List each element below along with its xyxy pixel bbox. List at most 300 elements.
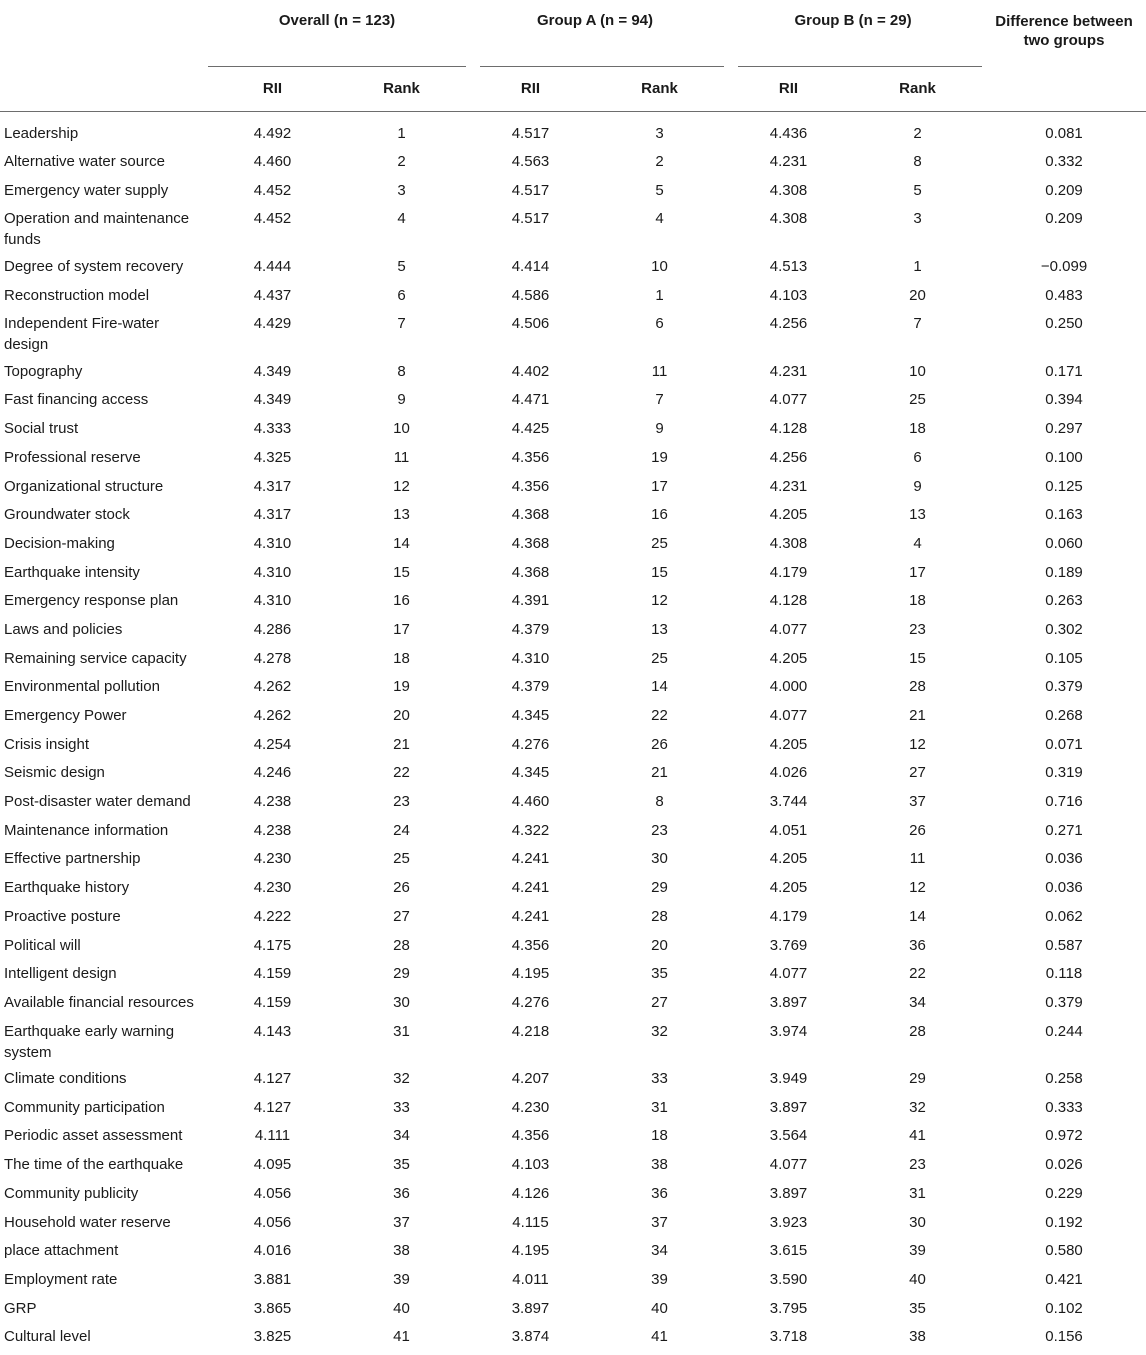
group-a-rii-cell: 4.345 xyxy=(511,764,550,782)
table-row xyxy=(0,1021,1146,1069)
group-a-rank-cell: 12 xyxy=(651,592,668,610)
overall-rii-cell: 4.175 xyxy=(253,936,292,954)
group-b-rank-cell: 9 xyxy=(913,477,922,495)
table-row xyxy=(0,820,1146,849)
group-b-rank-cell: 35 xyxy=(909,1299,926,1317)
overall-rank-cell: 4 xyxy=(397,210,406,228)
overall-rank-cell: 11 xyxy=(393,448,410,466)
group-b-rii-cell: 4.179 xyxy=(769,907,808,925)
factor-cell: Maintenance information xyxy=(4,821,169,839)
difference-cell: 0.332 xyxy=(1045,153,1083,170)
table-row xyxy=(0,734,1146,763)
group-b-rii-cell: 4.308 xyxy=(769,210,808,228)
factor-cell: Political will xyxy=(4,936,81,954)
difference-cell: 0.036 xyxy=(1045,879,1083,897)
group-a-rii-cell: 4.218 xyxy=(511,1022,550,1040)
table-row xyxy=(0,1154,1146,1183)
difference-cell: 0.250 xyxy=(1045,315,1083,333)
group-b-rank-cell: 13 xyxy=(909,506,926,524)
group-b-rank-cell: 23 xyxy=(909,620,926,638)
factor-cell: Household water reserve xyxy=(4,1213,171,1231)
overall-rank-cell: 33 xyxy=(393,1098,410,1116)
overall-rank-cell: 15 xyxy=(393,563,410,581)
difference-cell: 0.209 xyxy=(1045,210,1083,228)
overall-rank-cell: 1 xyxy=(397,125,406,142)
group-b-rank-cell: 6 xyxy=(913,448,922,466)
group-b-rii-cell: 4.205 xyxy=(769,506,808,524)
factor-cell: Operation and maintenance funds xyxy=(4,210,190,249)
factor-cell: Effective partnership xyxy=(4,850,141,868)
overall-rii-header: RII xyxy=(262,80,283,97)
overall-rank-cell: 39 xyxy=(393,1270,410,1288)
overall-rii-cell: 4.262 xyxy=(253,678,292,696)
group-b-rii-cell: 4.026 xyxy=(769,764,808,782)
group-a-rank-cell: 17 xyxy=(651,477,668,495)
group-b-rank-cell: 29 xyxy=(909,1070,926,1088)
factor-cell: Environmental pollution xyxy=(4,678,160,696)
group-b-rank-cell: 37 xyxy=(909,793,926,811)
overall-rank-cell: 36 xyxy=(393,1184,410,1202)
overall-rii-cell: 4.317 xyxy=(253,477,292,495)
group-a-rii-cell: 4.310 xyxy=(511,649,550,667)
group-a-rii-cell: 4.011 xyxy=(512,1270,549,1288)
factor-cell: Independent Fire-water design xyxy=(4,315,160,354)
factor-cell: Groundwater stock xyxy=(4,506,130,524)
group-a-rii-cell: 4.195 xyxy=(511,965,550,983)
group-b-rii-cell: 3.795 xyxy=(769,1299,808,1317)
group-a-rank-cell: 29 xyxy=(651,879,668,897)
group-b-rank-cell: 11 xyxy=(909,850,926,868)
group-a-rank-cell: 13 xyxy=(651,620,668,638)
factor-cell: Seismic design xyxy=(4,764,105,782)
group-b-rii-cell: 4.205 xyxy=(769,735,808,753)
overall-rii-cell: 4.444 xyxy=(253,257,292,275)
table-body xyxy=(0,112,1146,1355)
factor-cell: Leadership xyxy=(4,125,79,142)
group-b-rank-cell: 28 xyxy=(909,678,926,696)
group-b-rii-cell: 4.231 xyxy=(769,153,808,170)
group-b-rank-cell: 41 xyxy=(909,1127,926,1145)
group-b-rank-cell: 31 xyxy=(909,1184,926,1202)
difference-cell: 0.026 xyxy=(1045,1156,1083,1174)
overall-rii-cell: 4.262 xyxy=(253,707,292,724)
group-b-rank-cell: 28 xyxy=(909,1022,926,1040)
table-row xyxy=(0,791,1146,820)
group-b-rii-cell: 4.436 xyxy=(769,125,808,142)
overall-rank-cell: 12 xyxy=(393,477,410,495)
group-a-rii-cell: 4.345 xyxy=(511,707,550,724)
factor-cell: Earthquake intensity xyxy=(4,563,140,581)
factor-cell: Climate conditions xyxy=(4,1070,127,1088)
group-b-rii-cell: 4.077 xyxy=(769,965,808,983)
table-row xyxy=(0,151,1146,180)
overall-rank-header: Rank xyxy=(383,80,420,97)
group-b-rii-cell: 4.077 xyxy=(769,620,808,638)
factor-cell: Topography xyxy=(4,362,83,380)
difference-cell: 0.192 xyxy=(1045,1213,1083,1231)
difference-cell: 0.302 xyxy=(1045,620,1083,638)
table-row xyxy=(0,1269,1146,1298)
group-a-rank-cell: 9 xyxy=(655,420,664,438)
group-b-rii-cell: 4.205 xyxy=(769,649,808,667)
overall-rii-cell: 4.452 xyxy=(253,181,292,199)
group-a-rii-cell: 4.368 xyxy=(511,563,550,581)
group-a-rii-cell: 4.460 xyxy=(511,793,550,811)
group-a-rii-cell: 4.517 xyxy=(511,210,550,228)
group-a-rank-cell: 35 xyxy=(651,965,668,983)
group-a-rank-cell: 41 xyxy=(651,1328,668,1346)
group-b-rii-cell: 4.308 xyxy=(769,181,808,199)
overall-rank-cell: 41 xyxy=(393,1328,410,1346)
group-a-rii-cell: 4.586 xyxy=(511,286,550,304)
group-a-rank-cell: 4 xyxy=(655,210,664,228)
group-a-rii-cell: 4.425 xyxy=(511,420,550,438)
factor-cell: Professional reserve xyxy=(4,448,141,466)
difference-cell: 0.580 xyxy=(1045,1242,1083,1260)
group-a-rank-cell: 3 xyxy=(655,125,664,142)
group-b-rank-cell: 32 xyxy=(909,1098,926,1116)
table-row xyxy=(0,313,1146,361)
table-row xyxy=(0,1068,1146,1097)
group-a-rank-header: Rank xyxy=(641,80,678,97)
group-b-rii-cell: 4.308 xyxy=(769,534,808,552)
group-b-rii-cell: 4.231 xyxy=(769,362,808,380)
overall-rank-cell: 6 xyxy=(397,286,406,304)
factor-cell: Earthquake early warning system xyxy=(4,1022,175,1061)
group-a-rank-cell: 38 xyxy=(651,1156,668,1174)
factor-cell: Fast financing access xyxy=(4,391,149,409)
table-row xyxy=(0,256,1146,285)
factor-cell: Decision-making xyxy=(4,534,115,552)
overall-rank-cell: 17 xyxy=(393,620,410,638)
group-a-rii-cell: 4.356 xyxy=(511,448,550,466)
table-row xyxy=(0,676,1146,705)
difference-cell: 0.421 xyxy=(1045,1270,1083,1288)
factor-cell: Intelligent design xyxy=(4,965,117,983)
group-b-rank-cell: 18 xyxy=(909,592,926,610)
group-a-rii-cell: 4.379 xyxy=(511,678,550,696)
factor-cell: Remaining service capacity xyxy=(4,649,187,667)
difference-cell: 0.156 xyxy=(1045,1328,1083,1346)
overall-rii-cell: 4.333 xyxy=(253,420,292,438)
group-a-rii-cell: 4.207 xyxy=(511,1070,550,1088)
factor-cell: Organizational structure xyxy=(4,477,164,495)
group-b-rii-cell: 4.051 xyxy=(769,821,808,839)
table-row xyxy=(0,1212,1146,1241)
table-row xyxy=(0,1240,1146,1269)
group-a-rii-cell: 4.563 xyxy=(511,153,550,170)
group-b-rii-cell: 3.974 xyxy=(769,1022,808,1040)
difference-cell: 0.268 xyxy=(1045,707,1083,724)
overall-rii-cell: 4.016 xyxy=(253,1242,292,1260)
group-a-rank-cell: 8 xyxy=(655,793,664,811)
group-a-rii-cell: 4.241 xyxy=(511,907,550,925)
group-a-rii-cell: 3.897 xyxy=(511,1299,550,1317)
group-b-rii-cell: 4.077 xyxy=(769,707,808,724)
group-b-rank-cell: 38 xyxy=(909,1328,926,1346)
factor-cell: place attachment xyxy=(4,1242,119,1260)
overall-rank-cell: 35 xyxy=(393,1156,410,1174)
table-row xyxy=(0,1183,1146,1212)
overall-rii-cell: 4.429 xyxy=(253,315,292,333)
group-a-rii-cell: 4.391 xyxy=(511,592,550,610)
group-b-rii-cell: 4.231 xyxy=(769,477,808,495)
difference-cell: 0.716 xyxy=(1045,793,1083,811)
group-b-rank-cell: 10 xyxy=(909,362,926,380)
overall-rii-cell: 4.452 xyxy=(253,210,292,228)
group-b-rii-cell: 4.205 xyxy=(769,850,808,868)
difference-cell: 0.333 xyxy=(1045,1098,1083,1116)
difference-cell: 0.229 xyxy=(1045,1184,1083,1202)
overall-rii-cell: 4.254 xyxy=(253,735,292,753)
factor-cell: Available financial resources xyxy=(4,993,194,1011)
group-a-rank-cell: 22 xyxy=(651,707,668,724)
table-row xyxy=(0,1125,1146,1154)
group-a-rii-cell: 4.414 xyxy=(511,257,550,275)
group-a-rank-cell: 27 xyxy=(651,993,668,1011)
overall-rank-cell: 7 xyxy=(397,315,406,333)
difference-header xyxy=(982,4,1146,112)
group-b-rii-cell: 3.564 xyxy=(769,1127,808,1145)
overall-rii-cell: 4.317 xyxy=(253,506,292,524)
group-b-rii-cell: 4.179 xyxy=(769,563,808,581)
group-a-rii-cell: 4.356 xyxy=(511,477,550,495)
difference-cell: 0.100 xyxy=(1045,448,1083,466)
factor-header-empty xyxy=(0,4,208,66)
table-row xyxy=(0,562,1146,591)
group-a-rii-cell: 4.276 xyxy=(511,993,550,1011)
overall-rank-cell: 14 xyxy=(393,534,410,552)
group-b-rii-cell: 4.077 xyxy=(769,391,808,409)
overall-rii-cell: 4.246 xyxy=(253,764,292,782)
group-b-rank-cell: 12 xyxy=(909,879,926,897)
group-b-rank-cell: 39 xyxy=(909,1242,926,1260)
overall-rank-cell: 21 xyxy=(393,735,410,753)
group-a-rii-cell: 4.379 xyxy=(511,620,550,638)
group-b-rii-cell: 3.897 xyxy=(769,993,808,1011)
group-a-rank-cell: 34 xyxy=(651,1242,668,1260)
difference-cell: 0.379 xyxy=(1045,993,1083,1011)
overall-rii-cell: 4.310 xyxy=(253,563,292,581)
overall-rank-cell: 31 xyxy=(393,1022,410,1040)
group-b-rank-cell: 15 xyxy=(909,649,926,667)
group-b-rank-cell: 7 xyxy=(913,315,922,333)
difference-cell: 0.972 xyxy=(1045,1127,1083,1145)
group-b-rank-cell: 20 xyxy=(909,286,926,304)
table-row xyxy=(0,389,1146,418)
overall-rii-cell: 4.230 xyxy=(253,879,292,897)
overall-rank-cell: 19 xyxy=(393,678,410,696)
overall-rank-cell: 9 xyxy=(397,391,406,409)
factor-cell: GRP xyxy=(4,1299,37,1317)
group-a-rank-cell: 5 xyxy=(655,181,664,199)
group-a-rii-cell: 4.368 xyxy=(511,506,550,524)
factor-cell: Emergency response plan xyxy=(4,592,179,610)
difference-cell: 0.163 xyxy=(1045,506,1083,524)
group-a-rii-cell: 4.402 xyxy=(511,362,550,380)
group-a-rule xyxy=(480,66,724,67)
group-b-rank-cell: 2 xyxy=(913,125,922,142)
overall-rii-cell: 4.492 xyxy=(253,125,292,142)
difference-label: Difference between two groups xyxy=(995,13,1133,49)
overall-rii-cell: 3.865 xyxy=(253,1299,292,1317)
group-a-rank-cell: 16 xyxy=(651,506,668,524)
factor-cell: Cultural level xyxy=(4,1328,91,1346)
overall-rii-cell: 4.095 xyxy=(253,1156,292,1174)
group-a-rii-cell: 4.241 xyxy=(511,850,550,868)
table-row xyxy=(0,848,1146,877)
overall-rii-cell: 4.349 xyxy=(253,362,292,380)
group-b-rank-header: Rank xyxy=(899,80,936,97)
table-row xyxy=(0,180,1146,209)
difference-cell: 0.118 xyxy=(1045,965,1083,983)
group-a-rii-cell: 4.126 xyxy=(511,1184,550,1202)
group-a-rii-cell: 4.517 xyxy=(511,181,550,199)
overall-rii-cell: 4.310 xyxy=(253,592,292,610)
factor-cell: Periodic asset assessment xyxy=(4,1127,183,1145)
group-b-rii-cell: 3.897 xyxy=(769,1184,808,1202)
group-a-rii-cell: 4.322 xyxy=(511,821,550,839)
overall-rii-cell: 4.056 xyxy=(253,1213,292,1231)
group-a-rank-cell: 25 xyxy=(651,534,668,552)
group-a-rank-cell: 2 xyxy=(655,153,664,170)
group-a-rank-cell: 36 xyxy=(651,1184,668,1202)
overall-rank-cell: 23 xyxy=(393,793,410,811)
group-b-rii-cell: 4.128 xyxy=(769,592,808,610)
group-b-rank-cell: 40 xyxy=(909,1270,926,1288)
group-a-rank-cell: 39 xyxy=(651,1270,668,1288)
overall-group-header xyxy=(208,4,466,66)
group-a-rii-cell: 4.356 xyxy=(511,1127,550,1145)
group-b-rank-cell: 8 xyxy=(913,153,922,170)
difference-cell: 0.081 xyxy=(1045,125,1083,142)
group-a-rii-cell: 4.517 xyxy=(511,125,550,142)
group-b-rank-cell: 27 xyxy=(909,764,926,782)
group-a-rank-cell: 20 xyxy=(651,936,668,954)
difference-cell: 0.062 xyxy=(1045,907,1083,925)
group-b-header xyxy=(724,4,982,66)
group-b-label: Group B (n = 29) xyxy=(794,12,912,29)
group-b-rii-cell: 4.256 xyxy=(769,448,808,466)
table-row xyxy=(0,619,1146,648)
overall-rii-cell: 4.056 xyxy=(253,1184,292,1202)
group-b-rii-cell: 4.128 xyxy=(769,420,808,438)
overall-rii-cell: 4.111 xyxy=(254,1127,291,1145)
overall-rank-cell: 34 xyxy=(393,1127,410,1145)
group-b-rank-cell: 1 xyxy=(913,257,922,275)
group-a-rank-cell: 14 xyxy=(651,678,668,696)
overall-rii-cell: 4.230 xyxy=(253,850,292,868)
factor-cell: Community participation xyxy=(4,1098,165,1116)
group-a-rank-cell: 1 xyxy=(655,286,664,304)
group-a-rii-cell: 4.471 xyxy=(511,391,550,409)
group-a-rii-cell: 4.368 xyxy=(511,534,550,552)
group-a-rank-cell: 33 xyxy=(651,1070,668,1088)
overall-rii-cell: 4.349 xyxy=(253,391,292,409)
table-row xyxy=(0,963,1146,992)
overall-rii-cell: 4.143 xyxy=(253,1022,292,1040)
group-b-rank-cell: 12 xyxy=(909,735,926,753)
factor-cell: Degree of system recovery xyxy=(4,257,184,275)
overall-rii-cell: 4.278 xyxy=(253,649,292,667)
group-b-rank-cell: 4 xyxy=(913,534,922,552)
difference-cell: 0.060 xyxy=(1045,534,1083,552)
difference-cell: 0.258 xyxy=(1045,1070,1083,1088)
group-b-rank-cell: 23 xyxy=(909,1156,926,1174)
difference-cell: 0.102 xyxy=(1045,1299,1083,1317)
group-a-rii-cell: 4.230 xyxy=(511,1098,550,1116)
overall-group-rule xyxy=(208,66,466,67)
table-row xyxy=(0,418,1146,447)
table-row xyxy=(0,1326,1146,1355)
group-a-rank-cell: 25 xyxy=(651,649,668,667)
group-b-rank-cell: 22 xyxy=(909,965,926,983)
group-a-rank-cell: 26 xyxy=(651,735,668,753)
group-a-rii-cell: 4.195 xyxy=(511,1242,550,1260)
overall-rii-cell: 3.825 xyxy=(253,1328,292,1346)
table-row xyxy=(0,361,1146,390)
group-a-rii-cell: 4.276 xyxy=(511,735,550,753)
group-a-rank-cell: 37 xyxy=(651,1213,668,1231)
group-a-rank-cell: 6 xyxy=(655,315,664,333)
difference-cell: 0.036 xyxy=(1045,850,1083,868)
difference-cell: 0.379 xyxy=(1045,678,1083,696)
overall-rii-cell: 4.238 xyxy=(253,793,292,811)
factor-cell: Social trust xyxy=(4,420,79,438)
overall-rank-cell: 3 xyxy=(397,181,406,199)
group-a-rank-cell: 15 xyxy=(651,563,668,581)
group-b-rii-cell: 3.769 xyxy=(769,936,808,954)
overall-rank-cell: 29 xyxy=(393,965,410,983)
group-a-rank-cell: 21 xyxy=(651,764,668,782)
factor-cell: Earthquake history xyxy=(4,879,130,897)
table-row xyxy=(0,762,1146,791)
difference-cell: 0.071 xyxy=(1045,735,1083,753)
overall-rank-cell: 2 xyxy=(397,153,406,170)
difference-cell: 0.297 xyxy=(1045,420,1083,438)
overall-rank-cell: 22 xyxy=(393,764,410,782)
overall-rank-cell: 8 xyxy=(397,362,406,380)
group-a-rank-cell: 19 xyxy=(651,448,668,466)
overall-rii-cell: 4.310 xyxy=(253,534,292,552)
difference-cell: 0.587 xyxy=(1045,936,1083,954)
group-b-rii-cell: 3.744 xyxy=(769,793,808,811)
table-row xyxy=(0,935,1146,964)
factor-cell: Emergency Power xyxy=(4,707,127,724)
group-b-rank-cell: 30 xyxy=(909,1213,926,1231)
difference-cell: 0.209 xyxy=(1045,181,1083,199)
group-b-rii-cell: 4.205 xyxy=(769,879,808,897)
group-a-rank-cell: 28 xyxy=(651,907,668,925)
overall-rank-cell: 38 xyxy=(393,1242,410,1260)
overall-rank-cell: 26 xyxy=(393,879,410,897)
table-row xyxy=(0,533,1146,562)
overall-rank-cell: 24 xyxy=(393,821,410,839)
factor-cell: Emergency water supply xyxy=(4,181,169,199)
table-row xyxy=(0,208,1146,256)
group-b-rii-cell: 3.590 xyxy=(769,1270,808,1288)
overall-rank-cell: 32 xyxy=(393,1070,410,1088)
factor-cell: Employment rate xyxy=(4,1270,118,1288)
table-row xyxy=(0,705,1146,734)
table-row xyxy=(0,1298,1146,1327)
group-b-rank-cell: 21 xyxy=(909,707,926,724)
difference-cell: 0.105 xyxy=(1045,649,1083,667)
group-a-rank-cell: 32 xyxy=(651,1022,668,1040)
difference-cell: −0.099 xyxy=(1040,257,1088,275)
overall-rii-cell: 4.127 xyxy=(253,1098,292,1116)
table-row xyxy=(0,648,1146,677)
